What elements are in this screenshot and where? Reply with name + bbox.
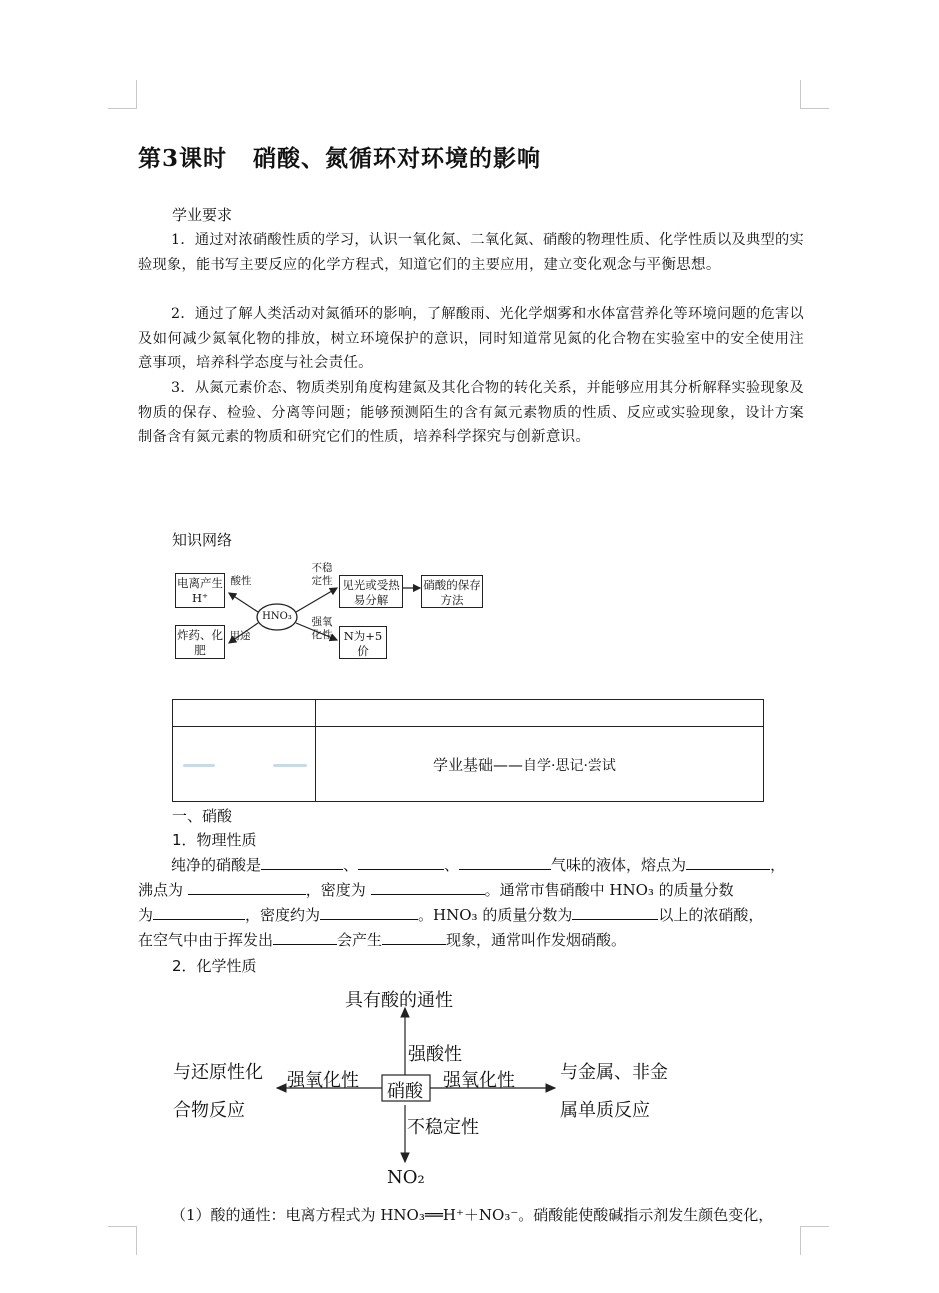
physical-line-2: 沸点为 ，密度为 。通常市售硝酸中 HNO₃ 的质量分数: [138, 881, 734, 899]
title-topic: 硝酸、氮循环对环境的影响: [253, 145, 542, 172]
section-banner-table: [172, 699, 764, 802]
page-corner-mark: [800, 1226, 829, 1255]
acid-label: 酸性: [230, 575, 252, 587]
ionization-equation: HNO₃══H⁺＋NO₃⁻: [380, 1206, 519, 1224]
physical-line-3: 为 ，密度约为 。HNO₃ 的质量分数为 以上的浓硝酸，: [138, 906, 764, 924]
faded-decoration: [273, 764, 307, 767]
requirement-item-3: 3．从氮元素价态、物质类别角度构建氮及其化合物的转化关系，并能够应用其分析解释实验现象及物质的保存、检验、分离等问题；能够预测陌生的含有氮元素物质的性质、反应或实验现象，设计方案制备含有氮元素的物质和研究它们的性质，培养科学探究与创新意识。: [138, 380, 804, 445]
requirement-item-2: 2．通过了解人类活动对氮循环的影响，了解酸雨、光化学烟雾和水体富营养化等环境问题的危害以及如何减少氮氧化物的排放，树立环境保护的意识，同时知道常见氮的化合物在实验室中的安全使用注意事项，培养科学态度与社会责任。: [138, 306, 804, 371]
unstable-label: 不稳定性: [407, 1117, 479, 1138]
page-corner-mark: [108, 80, 137, 109]
arrow-to-ionize: [229, 593, 258, 612]
decompose-box: 见光或受热易分解: [339, 575, 403, 608]
fill-blank[interactable]: [686, 855, 770, 870]
fill-blank[interactable]: [459, 855, 551, 870]
fill-blank[interactable]: [261, 855, 343, 870]
fill-blank[interactable]: [320, 905, 418, 920]
acid-property-line: （1）酸的通性：电离方程式为 HNO₃══H⁺＋NO₃⁻。硝酸能使酸碱指示剂发生颜色变化，: [171, 1206, 774, 1224]
storage-box: 硝酸的保存方法: [421, 575, 483, 608]
fill-blank[interactable]: [382, 930, 446, 945]
oxidizing-right-label: 强氧化性: [443, 1070, 515, 1091]
oxidizing-left-label: 强氧化性: [287, 1070, 359, 1091]
fill-blank[interactable]: [188, 880, 306, 895]
page-title: [138, 140, 541, 173]
no2-product: NO₂: [387, 1167, 425, 1188]
fill-blank[interactable]: [572, 905, 658, 920]
fill-blank[interactable]: [153, 905, 245, 920]
ionize-box: 电离产生H⁺: [175, 573, 225, 608]
use-label: 用途: [229, 630, 251, 642]
right-reaction-line1: 与金属、非金: [560, 1062, 668, 1083]
chemical-heading: 2．化学性质: [172, 957, 257, 975]
banner-title: 学业基础——自学·思记·尝试: [433, 756, 616, 774]
oxidizing-label: 强氧化性: [311, 616, 333, 641]
section-heading-nitric-acid: 一、硝酸: [172, 807, 233, 825]
faded-decoration: [183, 764, 215, 767]
title-lesson: 第3课时: [138, 145, 228, 172]
physical-heading: 1．物理性质: [172, 831, 257, 849]
right-reaction-line2: 属单质反应: [560, 1100, 650, 1121]
valence-box: N为+5价: [339, 626, 387, 659]
requirement-item-1: 1．通过对浓硝酸性质的学习，认识一氧化氮、二氧化氮、硝酸的物理性质、化学性质以及典型的实验现象，能书写主要反应的化学方程式，知道它们的主要应用，建立变化观念与平衡思想。: [138, 232, 804, 273]
requirements-heading: 学业要求: [172, 206, 233, 224]
left-reaction-line2: 合物反应: [173, 1100, 245, 1121]
page-corner-mark: [108, 1226, 137, 1255]
use-box: 炸药、化肥: [175, 625, 225, 659]
unstable-label: 不稳定性: [311, 562, 333, 587]
page-corner-mark: [800, 80, 829, 109]
fill-blank[interactable]: [371, 880, 485, 895]
chemical-diagram: [160, 980, 720, 1195]
acid-general-label: 具有酸的通性: [345, 990, 453, 1011]
fill-blank[interactable]: [273, 930, 337, 945]
strong-acid-label: 强酸性: [408, 1044, 462, 1065]
physical-line-4: 在空气中由于挥发出 会产生 现象，通常叫作发烟硝酸。: [138, 931, 627, 949]
nitric-acid-center: 硝酸: [387, 1081, 423, 1102]
arrow-to-decompose: [296, 588, 337, 612]
left-reaction-line1: 与还原性化: [173, 1062, 263, 1083]
hno3-label: HNO₃: [262, 611, 292, 622]
network-heading: 知识网络: [172, 531, 233, 549]
physical-line-1: 纯净的硝酸是 、 、 气味的液体，熔点为 ，: [171, 856, 786, 874]
fill-blank[interactable]: [358, 855, 444, 870]
